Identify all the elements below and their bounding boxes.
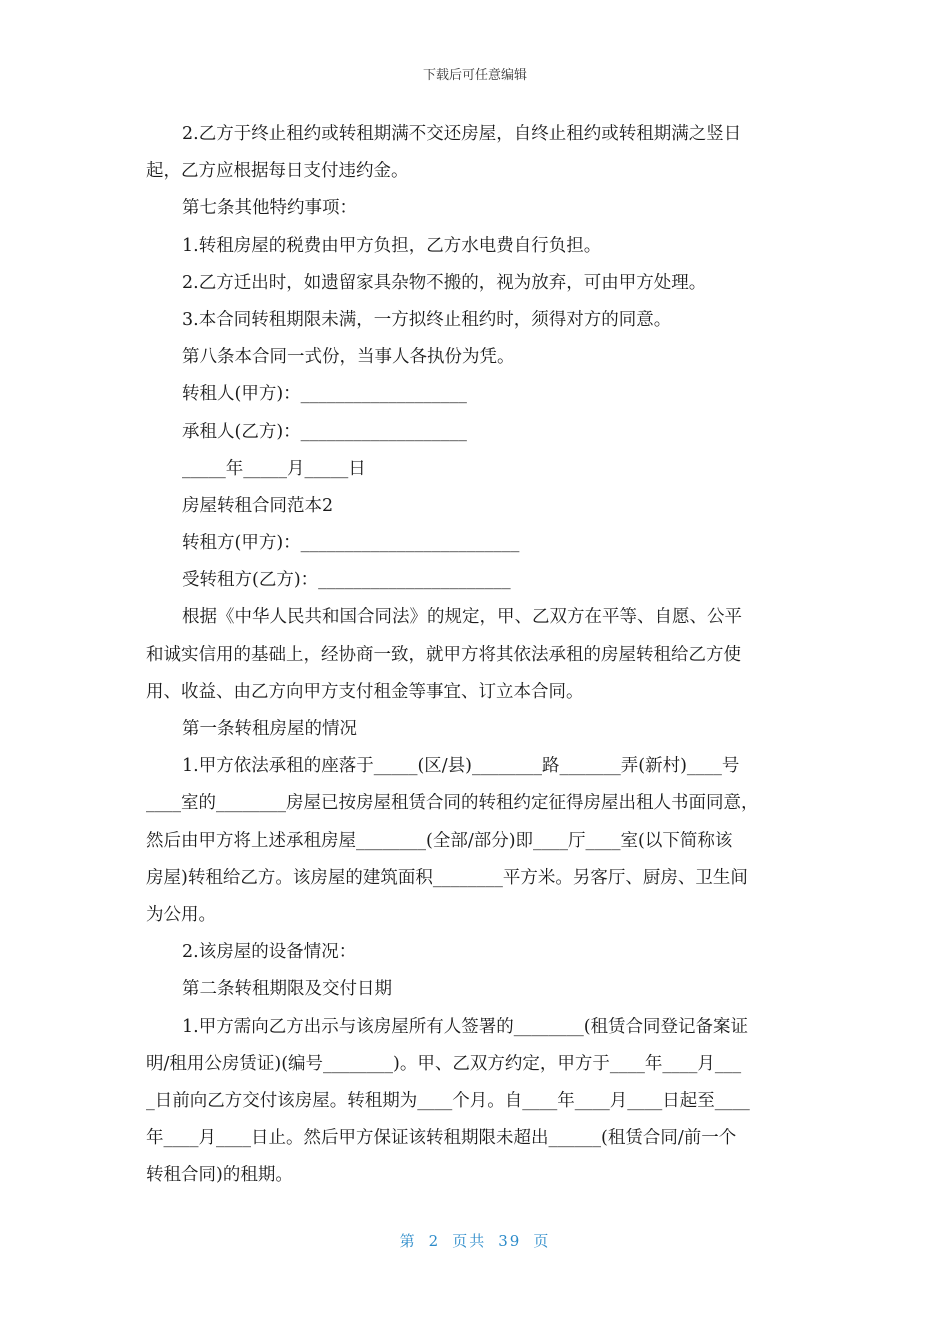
text-line: 第八条本合同一式份，当事人各执份为凭。 xyxy=(182,347,515,368)
text-line: 用、收益、由乙方向甲方支付租金等事宜、订立本合同。 xyxy=(146,681,584,702)
text-line: 1.转租房屋的税费由甲方负担，乙方水电费自行负担。 xyxy=(182,235,602,256)
text-line: 2.该房屋的设备情况： xyxy=(182,942,357,963)
document-body xyxy=(146,116,808,1194)
footer-total-pages: 39 xyxy=(498,1232,522,1250)
footer-page-word: 第 xyxy=(399,1232,417,1250)
text-line: 房屋转租合同范本2 xyxy=(182,495,334,516)
page-footer xyxy=(0,1230,950,1251)
text-line: _____年_____月_____日 xyxy=(182,458,366,479)
text-line: 受转租方(乙方)：______________________ xyxy=(182,570,511,591)
text-line: 转租合同)的租期。 xyxy=(146,1165,293,1186)
page-header: 下载后可任意编辑 xyxy=(422,68,527,83)
text-line: 承租人(乙方)：___________________ xyxy=(182,421,467,442)
footer-page-number: 2 xyxy=(428,1232,441,1250)
text-line: 1.甲方需向乙方出示与该房屋所有人签署的________(租赁合同登记备案证 xyxy=(182,1016,749,1037)
text-line: 转租方(甲方)：_________________________ xyxy=(182,533,520,554)
text-line: 第七条其他特约事项： xyxy=(182,198,357,219)
text-line: 根据《中华人民共和国合同法》的规定，甲、乙双方在平等、自愿、公平 xyxy=(182,607,742,628)
text-line: 和诚实信用的基础上，经协商一致，就甲方将其依法承租的房屋转租给乙方使 xyxy=(146,644,741,665)
text-line: 第二条转租期限及交付日期 xyxy=(182,979,392,1000)
text-line: _日前向乙方交付该房屋。转租期为____个月。自____年____月____日起至____ xyxy=(146,1090,750,1111)
text-line: 房屋)转租给乙方。该房屋的建筑面积________平方米。另客厅、厨房、卫生间 xyxy=(146,867,748,888)
text-line: 2.乙方迁出时，如遗留家具杂物不搬的，视为放弃，可由甲方处理。 xyxy=(182,272,707,293)
text-line: 1.甲方依法承租的座落于_____(区/县)________路_______弄(新村)____号 xyxy=(182,756,740,777)
text-line: 起，乙方应根据每日支付违约金。 xyxy=(146,161,409,182)
text-line: 第一条转租房屋的情况 xyxy=(182,719,357,739)
footer-end-word: 页 xyxy=(533,1232,551,1250)
text-line: 为公用。 xyxy=(146,904,216,925)
text-line: 2.乙方于终止租约或转租期满不交还房屋，自终止租约或转租期满之竖日 xyxy=(182,124,742,144)
text-line: 转租人(甲方)：___________________ xyxy=(182,384,467,405)
text-line: ____室的________房屋已按房屋租赁合同的转租约定征得房屋出租人书面同意， xyxy=(146,793,759,814)
text-line: 3.本合同转租期限未满，一方拟终止租约时，须得对方的同意。 xyxy=(182,309,672,330)
text-line: 年____月____日止。然后甲方保证该转租期限未超出______(租赁合同/前一个 xyxy=(146,1128,737,1149)
footer-of-word: 页共 xyxy=(452,1232,487,1250)
text-line: 明/租用公房赁证)(编号________)。甲、乙双方约定，甲方于____年____月___ xyxy=(146,1053,742,1074)
text-line: 然后由甲方将上述承租房屋________(全部/部分)即____厅____室(以下简称该 xyxy=(146,830,733,851)
